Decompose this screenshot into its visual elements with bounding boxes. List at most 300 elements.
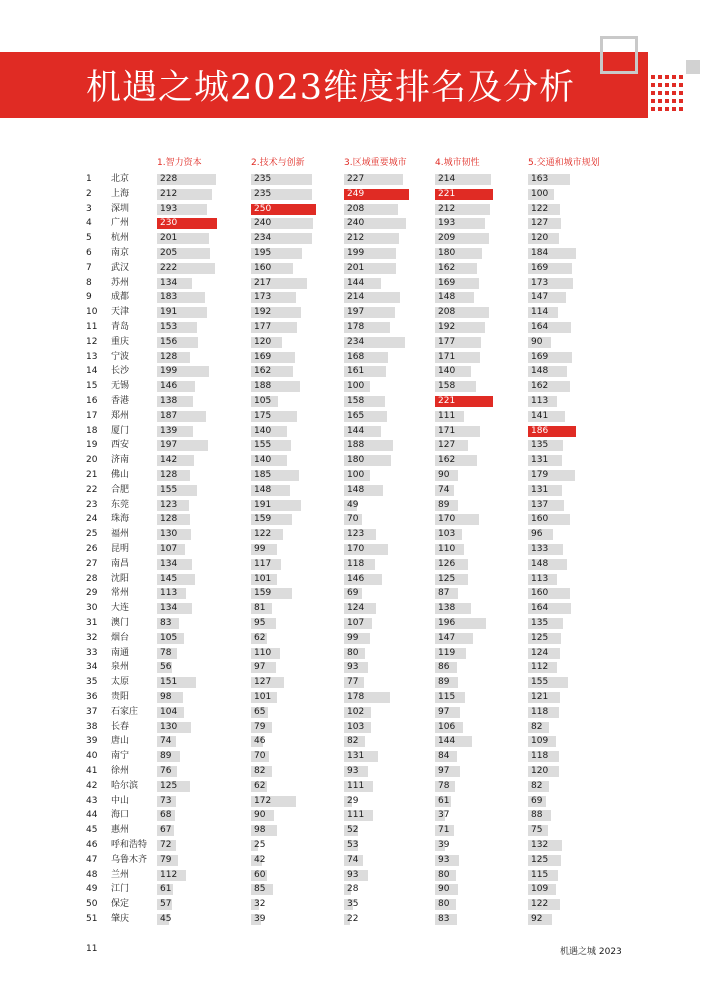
score-value: 80 xyxy=(438,869,450,880)
city-name: 济南 xyxy=(111,455,130,466)
decorative-dot xyxy=(658,99,662,103)
city-name: 哈尔滨 xyxy=(111,780,139,791)
city-name: 厦门 xyxy=(111,425,130,436)
score-value: 175 xyxy=(254,410,272,421)
score-value: 37 xyxy=(438,810,450,821)
rank-number: 37 xyxy=(86,706,98,717)
score-value: 35 xyxy=(347,899,359,910)
score-value: 199 xyxy=(347,248,365,258)
decorative-dot xyxy=(679,91,683,95)
decorative-dot-grid xyxy=(644,75,688,111)
column-header-4: 4.城市韧性 xyxy=(435,158,480,168)
score-value: 138 xyxy=(438,603,456,614)
score-value: 170 xyxy=(347,544,365,554)
score-value: 180 xyxy=(347,455,365,466)
score-value: 147 xyxy=(531,292,549,303)
score-value: 122 xyxy=(531,203,549,214)
table-row xyxy=(0,216,710,231)
score-value: 115 xyxy=(531,869,549,880)
table-row xyxy=(0,246,710,261)
score-value: 135 xyxy=(531,618,549,628)
score-value: 208 xyxy=(347,203,365,214)
score-value: 85 xyxy=(254,884,266,895)
city-name: 乌鲁木齐 xyxy=(111,854,148,865)
decorative-dot xyxy=(651,91,655,95)
score-value: 96 xyxy=(531,529,543,540)
score-value: 171 xyxy=(438,425,456,436)
table-row xyxy=(0,335,710,350)
table-row xyxy=(0,912,710,927)
city-name: 南通 xyxy=(111,647,130,658)
score-value: 103 xyxy=(438,529,456,540)
score-value: 148 xyxy=(531,558,549,569)
score-value: 212 xyxy=(347,233,365,244)
decorative-dot xyxy=(644,91,648,95)
score-value: 98 xyxy=(254,825,266,836)
score-value: 98 xyxy=(160,692,172,702)
city-name: 东莞 xyxy=(111,499,130,510)
city-name: 深圳 xyxy=(111,203,130,214)
score-value: 69 xyxy=(531,795,543,806)
rank-number: 9 xyxy=(86,292,92,303)
score-value: 93 xyxy=(347,766,359,776)
table-row xyxy=(0,438,710,453)
score-value: 163 xyxy=(531,174,549,184)
score-value: 138 xyxy=(160,396,178,406)
city-name: 呼和浩特 xyxy=(111,840,148,850)
rank-number: 24 xyxy=(86,514,98,525)
rank-number: 27 xyxy=(86,558,98,569)
city-name: 大连 xyxy=(111,603,130,614)
rank-number: 44 xyxy=(86,810,98,821)
score-value: 53 xyxy=(347,840,359,850)
score-value: 131 xyxy=(531,484,549,495)
score-value: 100 xyxy=(531,188,549,199)
rank-number: 50 xyxy=(86,899,98,910)
rank-number: 51 xyxy=(86,914,98,924)
score-value: 113 xyxy=(160,588,178,599)
score-value: 169 xyxy=(438,277,456,288)
score-value: 62 xyxy=(254,632,266,643)
table-row xyxy=(0,424,710,439)
score-value: 235 xyxy=(254,174,272,184)
score-value: 162 xyxy=(531,381,549,392)
score-value: 124 xyxy=(347,603,365,614)
score-value: 25 xyxy=(254,840,266,850)
city-name: 海口 xyxy=(111,810,130,821)
score-value: 134 xyxy=(160,277,178,288)
rank-number: 4 xyxy=(86,218,92,229)
decorative-dot xyxy=(644,107,648,111)
score-value: 235 xyxy=(254,188,272,199)
rank-number: 46 xyxy=(86,840,98,850)
rank-number: 13 xyxy=(86,351,98,362)
table-row xyxy=(0,350,710,365)
score-value: 125 xyxy=(531,632,549,643)
score-value: 142 xyxy=(160,455,178,466)
score-value: 120 xyxy=(531,766,549,776)
table-row xyxy=(0,720,710,735)
score-value: 72 xyxy=(160,840,172,850)
score-value: 162 xyxy=(438,262,456,273)
score-value: 155 xyxy=(531,677,549,688)
score-value: 104 xyxy=(160,706,178,717)
score-value: 228 xyxy=(160,174,178,184)
score-value: 197 xyxy=(160,440,178,451)
city-name: 无锡 xyxy=(111,381,130,392)
city-name: 长沙 xyxy=(111,366,130,377)
table-row xyxy=(0,660,710,675)
table-row xyxy=(0,364,710,379)
score-value: 201 xyxy=(347,262,365,273)
score-value: 42 xyxy=(254,854,266,865)
table-row xyxy=(0,557,710,572)
score-value: 65 xyxy=(254,706,266,717)
score-value: 90 xyxy=(438,470,450,480)
score-value: 107 xyxy=(347,618,365,628)
rank-number: 20 xyxy=(86,455,98,466)
city-name: 徐州 xyxy=(111,766,130,776)
score-value: 73 xyxy=(160,795,172,806)
city-name: 太原 xyxy=(111,677,130,688)
city-name: 惠州 xyxy=(111,825,130,836)
score-value: 171 xyxy=(438,351,456,362)
score-value: 106 xyxy=(438,721,456,732)
decorative-dot xyxy=(672,99,676,103)
score-value: 127 xyxy=(438,440,456,451)
score-value: 134 xyxy=(160,603,178,614)
score-value: 192 xyxy=(438,322,456,332)
city-name: 肇庆 xyxy=(111,914,130,924)
score-value: 125 xyxy=(531,854,549,865)
score-value: 128 xyxy=(160,470,178,480)
score-value: 250 xyxy=(254,203,272,214)
score-value: 86 xyxy=(438,662,450,673)
score-value: 123 xyxy=(160,499,178,510)
city-name: 天津 xyxy=(111,307,130,318)
score-value: 100 xyxy=(347,381,365,392)
score-value: 125 xyxy=(438,573,456,584)
score-value: 161 xyxy=(347,366,365,377)
score-value: 196 xyxy=(438,618,456,628)
city-name: 佛山 xyxy=(111,470,130,480)
city-name: 杭州 xyxy=(111,233,130,244)
city-name: 郑州 xyxy=(111,410,130,421)
score-value: 169 xyxy=(531,351,549,362)
score-value: 125 xyxy=(160,780,178,791)
score-value: 128 xyxy=(160,351,178,362)
score-value: 144 xyxy=(347,277,365,288)
rank-number: 41 xyxy=(86,766,98,776)
score-value: 130 xyxy=(160,529,178,540)
score-value: 68 xyxy=(160,810,172,821)
table-row xyxy=(0,290,710,305)
table-row xyxy=(0,276,710,291)
rank-number: 49 xyxy=(86,884,98,895)
score-value: 162 xyxy=(254,366,272,377)
score-value: 178 xyxy=(347,692,365,702)
column-header-3: 3.区域重要城市 xyxy=(344,158,407,168)
decorative-dot xyxy=(651,83,655,87)
rank-number: 12 xyxy=(86,336,98,347)
score-value: 93 xyxy=(438,854,450,865)
score-value: 124 xyxy=(531,647,549,658)
table-row xyxy=(0,853,710,868)
score-value: 71 xyxy=(438,825,450,836)
score-value: 139 xyxy=(160,425,178,436)
score-value: 127 xyxy=(254,677,272,688)
table-row xyxy=(0,646,710,661)
score-value: 153 xyxy=(160,322,178,332)
score-value: 221 xyxy=(438,396,456,406)
table-row xyxy=(0,305,710,320)
decorative-square-outline xyxy=(600,36,638,74)
score-value: 102 xyxy=(347,706,365,717)
city-name: 贵阳 xyxy=(111,692,130,702)
rank-number: 39 xyxy=(86,736,98,747)
score-value: 90 xyxy=(438,884,450,895)
score-value: 90 xyxy=(254,810,266,821)
decorative-dot xyxy=(651,99,655,103)
score-value: 82 xyxy=(531,780,543,791)
score-value: 61 xyxy=(160,884,172,895)
score-value: 110 xyxy=(438,544,456,554)
score-value: 112 xyxy=(160,869,178,880)
rank-number: 31 xyxy=(86,618,98,628)
table-row xyxy=(0,882,710,897)
score-value: 158 xyxy=(438,381,456,392)
score-value: 173 xyxy=(531,277,549,288)
score-value: 28 xyxy=(347,884,359,895)
score-value: 155 xyxy=(160,484,178,495)
decorative-dot xyxy=(651,75,655,79)
score-value: 214 xyxy=(347,292,365,303)
score-value: 180 xyxy=(438,248,456,258)
score-value: 46 xyxy=(254,736,266,747)
city-name: 上海 xyxy=(111,188,130,199)
score-value: 83 xyxy=(438,914,450,924)
score-value: 80 xyxy=(438,899,450,910)
score-value: 134 xyxy=(160,558,178,569)
city-name: 香港 xyxy=(111,396,130,406)
rank-number: 22 xyxy=(86,484,98,495)
score-value: 205 xyxy=(160,248,178,258)
score-value: 84 xyxy=(438,751,450,762)
score-value: 76 xyxy=(160,766,172,776)
table-row xyxy=(0,498,710,513)
score-value: 39 xyxy=(438,840,450,850)
score-value: 109 xyxy=(531,884,549,895)
decorative-dot xyxy=(644,83,648,87)
score-value: 119 xyxy=(438,647,456,658)
city-name: 常州 xyxy=(111,588,130,599)
decorative-dot xyxy=(665,75,669,79)
score-value: 230 xyxy=(160,218,178,229)
score-value: 212 xyxy=(160,188,178,199)
rank-number: 15 xyxy=(86,381,98,392)
decorative-dot xyxy=(658,83,662,87)
score-value: 78 xyxy=(438,780,450,791)
score-value: 67 xyxy=(160,825,172,836)
rank-number: 28 xyxy=(86,573,98,584)
rank-number: 5 xyxy=(86,233,92,244)
publication-name: 机遇之城 2023 xyxy=(560,947,622,957)
score-value: 99 xyxy=(347,632,359,643)
score-value: 183 xyxy=(160,292,178,303)
table-row xyxy=(0,823,710,838)
score-value: 214 xyxy=(438,174,456,184)
score-value: 109 xyxy=(531,736,549,747)
score-value: 115 xyxy=(438,692,456,702)
score-value: 117 xyxy=(254,558,272,569)
score-value: 131 xyxy=(531,455,549,466)
score-value: 121 xyxy=(531,692,549,702)
score-value: 110 xyxy=(254,647,272,658)
score-value: 208 xyxy=(438,307,456,318)
city-name: 泉州 xyxy=(111,662,130,673)
city-name: 南昌 xyxy=(111,558,130,569)
score-value: 197 xyxy=(347,307,365,318)
score-value: 56 xyxy=(160,662,172,673)
score-value: 249 xyxy=(347,188,365,199)
score-value: 62 xyxy=(254,780,266,791)
table-row xyxy=(0,764,710,779)
city-name: 烟台 xyxy=(111,632,130,643)
city-name: 武汉 xyxy=(111,262,130,273)
score-value: 87 xyxy=(438,588,450,599)
rank-number: 42 xyxy=(86,780,98,791)
score-value: 227 xyxy=(347,174,365,184)
score-value: 105 xyxy=(160,632,178,643)
rank-number: 19 xyxy=(86,440,98,451)
city-name: 北京 xyxy=(111,174,130,184)
city-name: 中山 xyxy=(111,795,130,806)
score-value: 77 xyxy=(347,677,359,688)
decorative-gray-square xyxy=(686,60,700,74)
rank-number: 33 xyxy=(86,647,98,658)
table-row xyxy=(0,734,710,749)
score-value: 74 xyxy=(160,736,172,747)
score-value: 168 xyxy=(347,351,365,362)
score-value: 69 xyxy=(347,588,359,599)
score-value: 148 xyxy=(347,484,365,495)
score-value: 92 xyxy=(531,914,543,924)
score-value: 79 xyxy=(254,721,266,732)
score-value: 97 xyxy=(254,662,266,673)
rank-number: 21 xyxy=(86,470,98,480)
score-value: 78 xyxy=(160,647,172,658)
score-value: 146 xyxy=(160,381,178,392)
score-value: 147 xyxy=(438,632,456,643)
score-value: 193 xyxy=(438,218,456,229)
rank-number: 7 xyxy=(86,262,92,273)
score-value: 217 xyxy=(254,277,272,288)
page-number: 11 xyxy=(86,944,98,954)
score-value: 45 xyxy=(160,914,172,924)
score-value: 113 xyxy=(531,573,549,584)
city-name: 重庆 xyxy=(111,336,130,347)
score-value: 133 xyxy=(531,544,549,554)
score-value: 240 xyxy=(254,218,272,229)
decorative-dot xyxy=(679,99,683,103)
score-value: 89 xyxy=(160,751,172,762)
decorative-dot xyxy=(658,107,662,111)
score-value: 70 xyxy=(254,751,266,762)
score-value: 123 xyxy=(347,529,365,540)
city-name: 保定 xyxy=(111,899,130,910)
score-value: 105 xyxy=(254,396,272,406)
score-value: 120 xyxy=(531,233,549,244)
decorative-dot xyxy=(672,83,676,87)
decorative-dot xyxy=(644,99,648,103)
score-value: 81 xyxy=(254,603,266,614)
city-name: 唐山 xyxy=(111,736,130,747)
score-value: 193 xyxy=(160,203,178,214)
rank-number: 32 xyxy=(86,632,98,643)
table-row xyxy=(0,897,710,912)
city-name: 广州 xyxy=(111,218,130,229)
score-value: 100 xyxy=(347,470,365,480)
score-value: 107 xyxy=(160,544,178,554)
rank-number: 34 xyxy=(86,662,98,673)
score-value: 82 xyxy=(254,766,266,776)
score-value: 160 xyxy=(254,262,272,273)
rank-number: 30 xyxy=(86,603,98,614)
table-row xyxy=(0,542,710,557)
city-name: 南京 xyxy=(111,248,130,258)
decorative-dot xyxy=(665,107,669,111)
score-value: 70 xyxy=(347,514,359,525)
score-value: 114 xyxy=(531,307,549,318)
score-value: 97 xyxy=(438,766,450,776)
column-header-1: 1.智力资本 xyxy=(157,158,202,168)
table-row xyxy=(0,483,710,498)
score-value: 173 xyxy=(254,292,272,303)
decorative-dot xyxy=(672,91,676,95)
decorative-dot xyxy=(665,91,669,95)
table-row xyxy=(0,527,710,542)
score-value: 145 xyxy=(160,573,178,584)
score-value: 140 xyxy=(254,455,272,466)
decorative-dot xyxy=(665,83,669,87)
score-value: 179 xyxy=(531,470,549,480)
decorative-dot xyxy=(679,107,683,111)
score-value: 49 xyxy=(347,499,359,510)
score-value: 177 xyxy=(254,322,272,332)
rank-number: 36 xyxy=(86,692,98,702)
score-value: 74 xyxy=(347,854,359,865)
rank-number: 35 xyxy=(86,677,98,688)
decorative-dot xyxy=(672,107,676,111)
score-value: 240 xyxy=(347,218,365,229)
city-name: 南宁 xyxy=(111,751,130,762)
city-name: 长春 xyxy=(111,721,130,732)
score-value: 199 xyxy=(160,366,178,377)
score-value: 111 xyxy=(347,780,365,791)
score-value: 111 xyxy=(438,410,456,421)
rank-number: 23 xyxy=(86,499,98,510)
rank-number: 6 xyxy=(86,248,92,258)
score-value: 75 xyxy=(531,825,543,836)
score-value: 93 xyxy=(347,869,359,880)
city-name: 昆明 xyxy=(111,544,130,554)
score-value: 122 xyxy=(531,899,549,910)
score-value: 22 xyxy=(347,914,359,924)
table-row xyxy=(0,379,710,394)
city-name: 石家庄 xyxy=(111,706,139,717)
table-row xyxy=(0,868,710,883)
rank-number: 10 xyxy=(86,307,98,318)
